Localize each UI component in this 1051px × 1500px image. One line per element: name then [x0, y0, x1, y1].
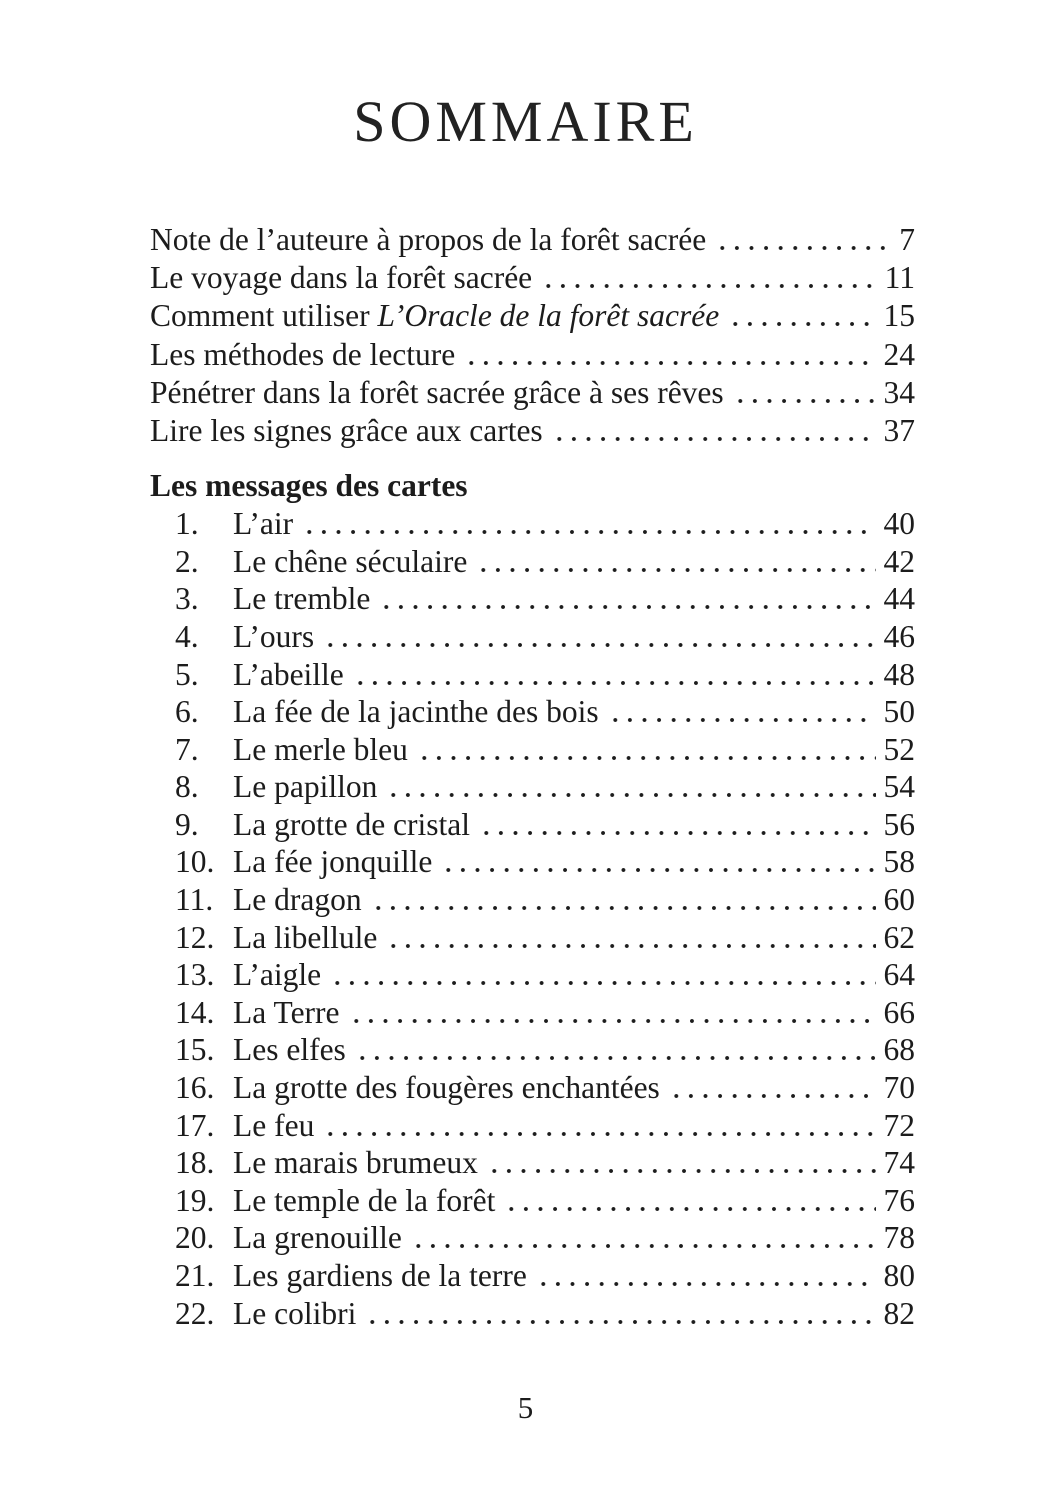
- entry-number: 12.: [175, 919, 215, 955]
- entry-page-number: 74: [883, 1145, 915, 1181]
- entry-label: Le papillon: [233, 769, 378, 805]
- entry-number: 3.: [175, 581, 199, 617]
- entry-page-number: 68: [883, 1032, 915, 1068]
- entry-number: 15.: [175, 1032, 215, 1068]
- dot-leader: [552, 437, 876, 441]
- entry-number: 11.: [175, 882, 214, 918]
- dot-leader: [608, 718, 876, 722]
- toc-row: [150, 882, 915, 920]
- dot-leader: [417, 756, 876, 760]
- section-header: Les messages des cartes: [150, 468, 468, 504]
- dot-leader: [330, 981, 875, 985]
- entry-number: 2.: [175, 543, 199, 579]
- entry-number: 9.: [175, 806, 199, 842]
- toc-row: [150, 222, 915, 260]
- entry-label: La grotte des fougères enchantées: [233, 1070, 660, 1106]
- toc-row: [150, 506, 915, 544]
- dot-leader: [464, 361, 875, 365]
- dot-leader: [355, 1056, 876, 1060]
- entry-label: La libellule: [233, 919, 378, 955]
- entry-label: Note de l’auteure à propos de la forêt sacrée: [150, 222, 707, 257]
- entry-label: Les elfes: [233, 1032, 346, 1068]
- entry-page-number: 52: [883, 731, 915, 767]
- entry-label: Pénétrer dans la forêt sacrée grâce à ses rêves: [150, 374, 724, 410]
- entry-page-number: 76: [883, 1182, 915, 1218]
- entry-page-number: 11: [884, 260, 915, 296]
- entry-page-number: 78: [883, 1220, 915, 1256]
- entry-label: La Terre: [233, 994, 340, 1030]
- entry-page-number: 64: [883, 957, 915, 993]
- dot-leader: [323, 1132, 875, 1136]
- dot-leader: [441, 868, 875, 872]
- dot-leader: [365, 1320, 875, 1324]
- entry-label: La fée de la jacinthe des bois: [233, 694, 599, 730]
- entry-label: L’aigle: [233, 957, 322, 993]
- entry-page-number: 70: [883, 1070, 915, 1106]
- dot-leader: [541, 284, 876, 288]
- entry-number: 6.: [175, 694, 199, 730]
- entry-number: 20.: [175, 1220, 215, 1256]
- toc-row: [150, 657, 915, 695]
- toc-row: [150, 1296, 915, 1334]
- entry-number: 5.: [175, 656, 199, 692]
- dot-leader: [728, 322, 875, 326]
- entry-number: 4.: [175, 618, 199, 654]
- entry-page-number: 60: [883, 882, 915, 918]
- dot-leader: [379, 605, 875, 609]
- dot-leader: [715, 246, 891, 250]
- toc-row: [150, 1108, 915, 1146]
- toc-row: [150, 1070, 915, 1108]
- entry-number: 17.: [175, 1107, 215, 1143]
- entry-label: Le colibri: [233, 1295, 357, 1331]
- dot-leader: [479, 831, 875, 835]
- dot-leader: [323, 643, 875, 647]
- toc-row: [150, 544, 915, 582]
- entry-number: 22.: [175, 1295, 215, 1331]
- entry-page-number: 44: [883, 581, 915, 617]
- dot-leader: [411, 1244, 876, 1248]
- page-number: 5: [517, 1390, 534, 1425]
- entry-number: 19.: [175, 1182, 215, 1218]
- entry-label: Les gardiens de la terre: [233, 1258, 527, 1293]
- entry-label: Le voyage dans la forêt sacrée: [150, 260, 533, 296]
- entry-number: 14.: [175, 994, 215, 1030]
- entry-page-number: 72: [883, 1107, 915, 1143]
- entry-page-number: 42: [883, 543, 915, 579]
- entry-label: Lire les signes grâce aux cartes: [150, 412, 543, 448]
- toc-row: [150, 1145, 915, 1183]
- toc-row: [150, 1220, 915, 1258]
- entry-label: La fée jonquille: [233, 844, 433, 880]
- entry-page-number: 56: [883, 806, 915, 842]
- entry-page-number: 24: [883, 336, 915, 372]
- toc-row: [150, 807, 915, 845]
- entry-number: 7.: [175, 731, 199, 767]
- entry-number: 18.: [175, 1145, 215, 1181]
- toc-row: [150, 260, 915, 298]
- entry-label: L’abeille: [233, 656, 344, 692]
- dot-leader: [386, 793, 875, 797]
- toc-row: [150, 1258, 915, 1296]
- entry-label: Le feu: [233, 1107, 315, 1143]
- toc-row: [150, 769, 915, 807]
- dot-leader: [733, 399, 876, 403]
- toc-row: [150, 995, 915, 1033]
- dot-leader: [476, 568, 875, 572]
- entry-number: 8.: [175, 769, 199, 805]
- entry-label: Le chêne séculaire: [233, 543, 468, 579]
- entry-number: 13.: [175, 957, 215, 993]
- entry-page-number: 62: [883, 919, 915, 955]
- entry-label: Le temple de la forêt: [233, 1182, 496, 1218]
- entry-label: Le dragon: [233, 882, 362, 918]
- entry-label: Comment utiliser L’Oracle de la forêt sacrée: [150, 298, 720, 334]
- toc-row: [150, 920, 915, 958]
- dot-leader: [536, 1282, 876, 1286]
- dot-leader: [487, 1169, 876, 1173]
- page-title: SOMMAIRE: [353, 89, 698, 154]
- entry-page-number: 58: [883, 844, 915, 880]
- entry-label: Le marais brumeux: [233, 1145, 478, 1181]
- entry-label: Les méthodes de lecture: [150, 336, 456, 372]
- entry-page-number: 15: [883, 298, 915, 334]
- entry-page-number: 54: [883, 769, 915, 805]
- toc-row: [150, 375, 915, 413]
- toc-row: [150, 581, 915, 619]
- entry-page-number: 7: [899, 222, 915, 257]
- entry-page-number: 50: [883, 694, 915, 730]
- toc-row: [150, 957, 915, 995]
- entry-label: Le merle bleu: [233, 731, 408, 767]
- intro-entries-list: [150, 222, 915, 451]
- toc-row: [150, 694, 915, 732]
- entry-page-number: 40: [883, 506, 915, 542]
- entry-label: La grotte de cristal: [233, 806, 471, 842]
- entry-label: L’ours: [233, 618, 315, 654]
- entry-page-number: 46: [883, 618, 915, 654]
- entry-page-number: 82: [883, 1295, 915, 1331]
- toc-row: [150, 298, 915, 336]
- toc-row: [150, 1183, 915, 1221]
- toc-row: [150, 1032, 915, 1070]
- table-of-contents: [150, 222, 915, 1333]
- entry-label: Le tremble: [233, 581, 371, 617]
- toc-row: [150, 619, 915, 657]
- entry-number: 1.: [175, 506, 199, 542]
- dot-leader: [669, 1094, 876, 1098]
- entry-number: 16.: [175, 1070, 215, 1106]
- entry-number: 21.: [175, 1258, 215, 1293]
- toc-row: [150, 337, 915, 375]
- entry-page-number: 48: [883, 656, 915, 692]
- dot-leader: [349, 1019, 876, 1023]
- card-entries-list: [150, 506, 915, 1333]
- entry-page-number: 34: [883, 374, 915, 410]
- entry-number: 10.: [175, 844, 215, 880]
- toc-row: [150, 844, 915, 882]
- entry-label: L’air: [233, 506, 294, 542]
- dot-leader: [371, 906, 876, 910]
- entry-label: La grenouille: [233, 1220, 402, 1256]
- dot-leader: [386, 944, 875, 948]
- entry-page-number: 66: [883, 994, 915, 1030]
- toc-row: [150, 732, 915, 770]
- entry-page-number: 80: [883, 1258, 915, 1293]
- dot-leader: [504, 1207, 875, 1211]
- entry-page-number: 37: [883, 412, 915, 448]
- dot-leader: [302, 530, 875, 534]
- toc-row: [150, 413, 915, 451]
- dot-leader: [353, 681, 876, 685]
